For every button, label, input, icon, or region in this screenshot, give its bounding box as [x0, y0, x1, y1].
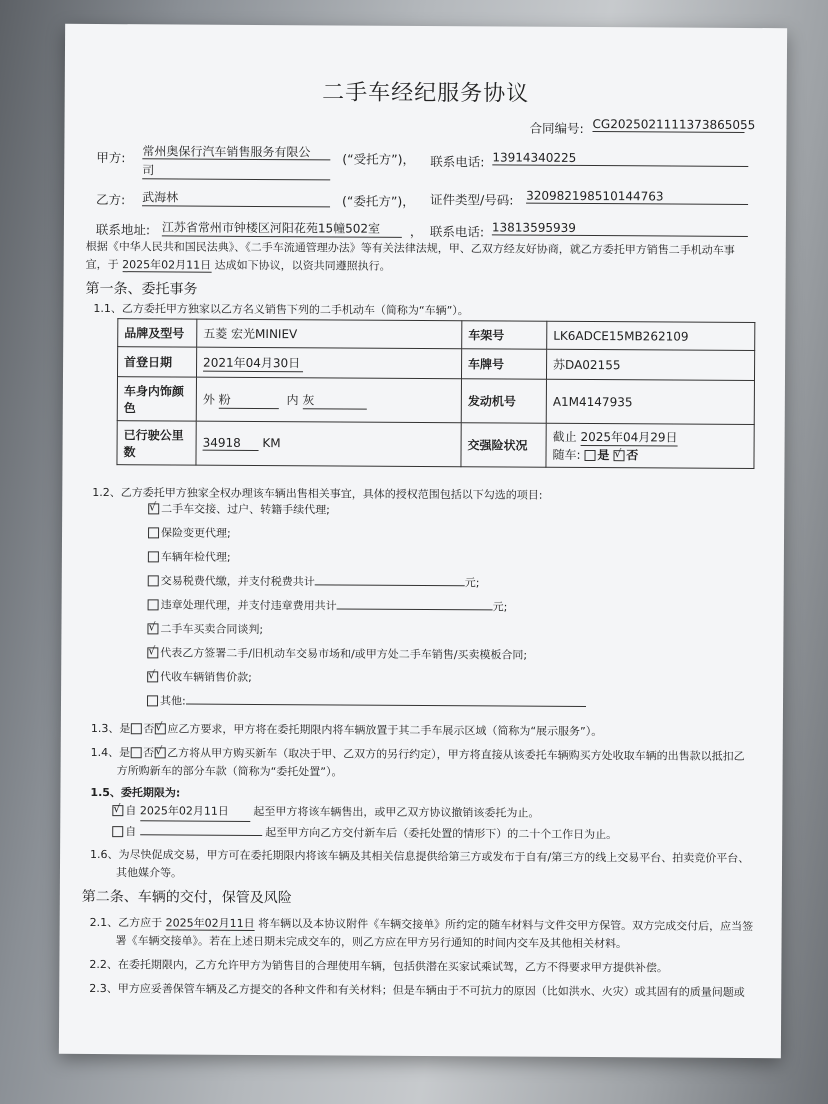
option-blank[interactable] [186, 693, 586, 707]
color-label-line2: 色 [123, 400, 136, 415]
clause-1-3-no-checkbox[interactable] [154, 723, 165, 734]
insurance-no-checkbox[interactable] [613, 450, 624, 461]
insurance-follow-label: 随车: [552, 447, 581, 462]
clause-2-2: 2.2、在委托期限内，乙方允许甲方为销售目的合理使用车辆，包括供潜在买家试乘试驾，乙方不得要求甲方提供补偿。 [89, 957, 668, 975]
preamble-date: 2025年02月11日 [122, 258, 212, 272]
plate-label: 车牌号 [461, 349, 546, 380]
color-label [117, 377, 196, 421]
clause-2-1-line2: 署《车辆交接单》。若在上述日期未完成交车的，则乙方应在甲方另行通知的时间内交车及其他相关材料。 [115, 934, 628, 951]
insurance-until-line [553, 428, 748, 447]
clause-1-6-line2: 其他媒介等。 [115, 866, 183, 880]
option-item [147, 668, 252, 685]
color-cell [196, 377, 461, 423]
option-checkbox[interactable] [147, 623, 158, 634]
term-option-1-checkbox[interactable] [112, 805, 123, 816]
clause-1-5-title: 1.5、委托期限为: [90, 785, 181, 800]
clause-2-1-date: 2025年02月11日 [165, 916, 255, 930]
clause-1-3 [91, 720, 603, 741]
option-item [147, 644, 527, 662]
term-option-2-checkbox[interactable] [112, 826, 123, 837]
party-b-phone-label: 联系电话: [429, 224, 485, 240]
option-checkbox[interactable] [147, 671, 158, 682]
option-item [148, 596, 508, 614]
party-b-id-label: 证件类型/号码: [430, 192, 514, 208]
party-a-name-line1: 常州奥保行汽车销售服务有限公 [142, 142, 330, 160]
option-blank[interactable] [315, 573, 465, 586]
party-b-role: (“委托方”)， [342, 193, 415, 209]
insurance-no-label: 否 [626, 448, 639, 463]
insurance-cell [546, 423, 754, 468]
preamble-line2 [86, 256, 391, 276]
clause-1-4-no-checkbox[interactable] [154, 747, 165, 758]
contract-page [59, 24, 787, 1058]
option-label: 二手车买卖合同谈判; [160, 622, 264, 637]
party-b-address: 江苏省常州市钟楼区河阳花苑15幢502室 [162, 218, 402, 237]
option-item [148, 524, 231, 541]
option-checkbox[interactable] [148, 599, 159, 610]
clause-1-6-line1: 1.6、为尽快促成交易，甲方可在委托期限内将该车辆及其相关信息提供给第三方或发布于自有/第三方的线上交易平台、拍卖竞价平台、 [90, 847, 750, 865]
option-label: 二手车交接、过户、转籍手续代理; [161, 502, 330, 517]
term-option-2-text: 起至甲方向乙方交付新车后（委托处置的情形下）的二十个工作日为止。 [265, 826, 618, 842]
option-checkbox[interactable] [148, 503, 159, 514]
insurance-follow-line [552, 446, 747, 464]
party-a-name-line2: 司 [142, 161, 330, 180]
party-a-phone-label: 联系电话: [430, 154, 485, 170]
clause-1-2: 1.2、乙方委托甲方独家全权办理该车辆出售相关事宜，具体的授权范围包括以下勾选的项目: [92, 485, 543, 502]
option-checkbox[interactable] [148, 575, 159, 586]
option-label: 交易税费代缴，并支付税费共计 [160, 574, 315, 589]
interior-label: 内 [286, 392, 299, 407]
option-checkbox[interactable] [148, 551, 159, 562]
document-title: 二手车经纪服务协议 [322, 80, 530, 107]
option-suffix: 元; [492, 600, 508, 614]
section-2-title: 第二条、车辆的交付，保管及风险 [81, 888, 292, 907]
preamble-suffix: 达成如下协议，以资共同遵照执行。 [214, 258, 391, 273]
option-checkbox[interactable] [147, 695, 158, 706]
option-label: 代表乙方签署二手/旧机动车交易市场和/或甲方处二手车销售/买卖模板合同; [160, 646, 528, 662]
mileage-label [117, 421, 196, 465]
brand-label: 品牌及型号 [118, 319, 197, 347]
vin-value: LK6ADCE15MB262109 [547, 321, 755, 350]
clause-1-4-yes: 是 [119, 746, 131, 760]
reg-date-label: 首登日期 [117, 347, 196, 377]
insurance-yes-checkbox[interactable] [584, 450, 595, 461]
term-start-date: 2025年02月11日 [140, 802, 250, 822]
table-row [117, 421, 754, 469]
clause-2-3: 2.3、甲方应妥善保管车辆及乙方提交的各种文件和有关材料；但是车辆由于不可抗力的原因（比如洪水、火灾）或其固有的质量问题或 [89, 981, 745, 999]
brand-value: 五菱 宏光MINIEV [197, 319, 462, 349]
option-label: 代收车辆销售价款; [160, 670, 252, 684]
preamble-prefix: 宜，于 [85, 257, 119, 272]
exterior-color: 粉 [219, 390, 279, 408]
option-item [148, 548, 231, 565]
term-option-1-text: 起至甲方将该车辆售出，或甲乙双方协议撤销该委托为止。 [253, 804, 540, 820]
option-label: 其他: [159, 694, 186, 708]
option-label: 保险变更代理; [161, 526, 231, 540]
term-option-2-from: 自 [125, 825, 137, 839]
option-label: 车辆年检代理; [160, 550, 231, 564]
option-item [147, 692, 586, 711]
option-item [147, 620, 263, 637]
clause-1-4-num: 1.4、 [90, 745, 120, 760]
clause-1-5-option-2 [112, 822, 617, 844]
option-suffix: 元; [464, 576, 480, 590]
mileage-cell [196, 421, 461, 467]
term-option-2-blank[interactable] [140, 822, 262, 836]
engine-label: 发动机号 [461, 379, 546, 424]
clause-1-4-line2: 方所购新车的部分车款（简称为“委托处置”）。 [116, 764, 343, 779]
party-a-role: (“受托方”)， [342, 151, 416, 167]
clause-1-5-option-1 [112, 802, 539, 824]
party-b-phone: 13813595939 [492, 220, 748, 237]
insurance-yes-label: 是 [597, 448, 610, 463]
term-option-1-from: 自 [125, 804, 137, 818]
insurance-until-date: 2025年04月29日 [580, 429, 678, 445]
preamble-line1: 根据《中华人民共和国民法典》、《二手车流通管理办法》等有关法律法规，甲、乙双方经友好协商，就乙方委托甲方销售二手机动车事 [85, 239, 735, 257]
contract-number: CG2025021111373865055 [592, 117, 756, 133]
clause-1-3-text: 应乙方要求，甲方将在委托期限内将车辆放置于其二手车展示区域（简称为“展示服务”）。 [167, 722, 603, 739]
clause-1-3-no: 否 [143, 722, 155, 736]
clause-2-1-prefix: 2.1、乙方应于 [89, 915, 163, 930]
table-row [117, 377, 754, 425]
party-b-address-label: 联系地址: [95, 221, 151, 238]
vehicle-info-table [116, 318, 755, 469]
engine-value: A1M4147935 [546, 379, 754, 424]
table-row [117, 347, 754, 381]
option-label: 违章处理代理，并支付违章费用共计 [160, 598, 337, 613]
mileage-label-line1: 已行驶公里 [123, 427, 184, 443]
mileage-label-line2: 数 [123, 444, 136, 459]
insurance-until-label: 截止 [552, 429, 577, 444]
reg-date-value: 2021年04月30日 [203, 353, 303, 372]
clause-1-3-yes-checkbox[interactable] [130, 723, 141, 734]
option-item [148, 572, 480, 590]
party-b-phone-sep: ， [409, 223, 423, 239]
insurance-label: 交强险状况 [461, 423, 546, 468]
clause-1-1: 1.1、乙方委托甲方独家以乙方名义销售下列的二手机动车（简称为“车辆”）。 [93, 301, 469, 318]
option-checkbox[interactable] [148, 527, 159, 538]
party-b-id: 320982198510144763 [526, 189, 748, 205]
option-checkbox[interactable] [147, 647, 158, 658]
clause-1-3-num: 1.3、 [90, 721, 120, 736]
mileage-unit: KM [262, 436, 281, 451]
clause-1-4-yes-checkbox[interactable] [130, 747, 141, 758]
plate-value: 苏DA02155 [546, 349, 754, 380]
section-1-title: 第一条、委托事务 [85, 280, 198, 298]
party-b-label: 乙方: [96, 191, 126, 208]
exterior-label: 外 [202, 392, 215, 407]
contract-number-label: 合同编号: [529, 120, 584, 136]
vin-label: 车架号 [462, 321, 547, 350]
clause-1-3-yes: 是 [119, 722, 131, 736]
interior-color: 灰 [302, 391, 366, 409]
option-item [148, 500, 330, 517]
reg-date-cell [196, 347, 461, 379]
color-label-line1: 车身内饰颜 [123, 383, 184, 399]
clause-1-4-text1: 乙方将从甲方购买新车（取决于甲、乙双方的另行约定），甲方将直接从该委托车辆购买方处收取车辆的出售款以抵扣乙 [167, 746, 745, 763]
clause-1-4-no: 否 [143, 746, 155, 760]
table-row [118, 319, 755, 351]
party-b-name: 武海林 [142, 188, 330, 207]
party-a-phone: 13914340225 [492, 150, 748, 167]
mileage-value: 34918 [203, 436, 259, 451]
party-a-label: 甲方: [96, 149, 126, 166]
option-blank[interactable] [337, 597, 493, 610]
clause-2-1-text: 将车辆以及本协议附件《车辆交接单》所约定的随车材料与文件交甲方保管。双方完成交付后，应当签 [258, 917, 754, 934]
